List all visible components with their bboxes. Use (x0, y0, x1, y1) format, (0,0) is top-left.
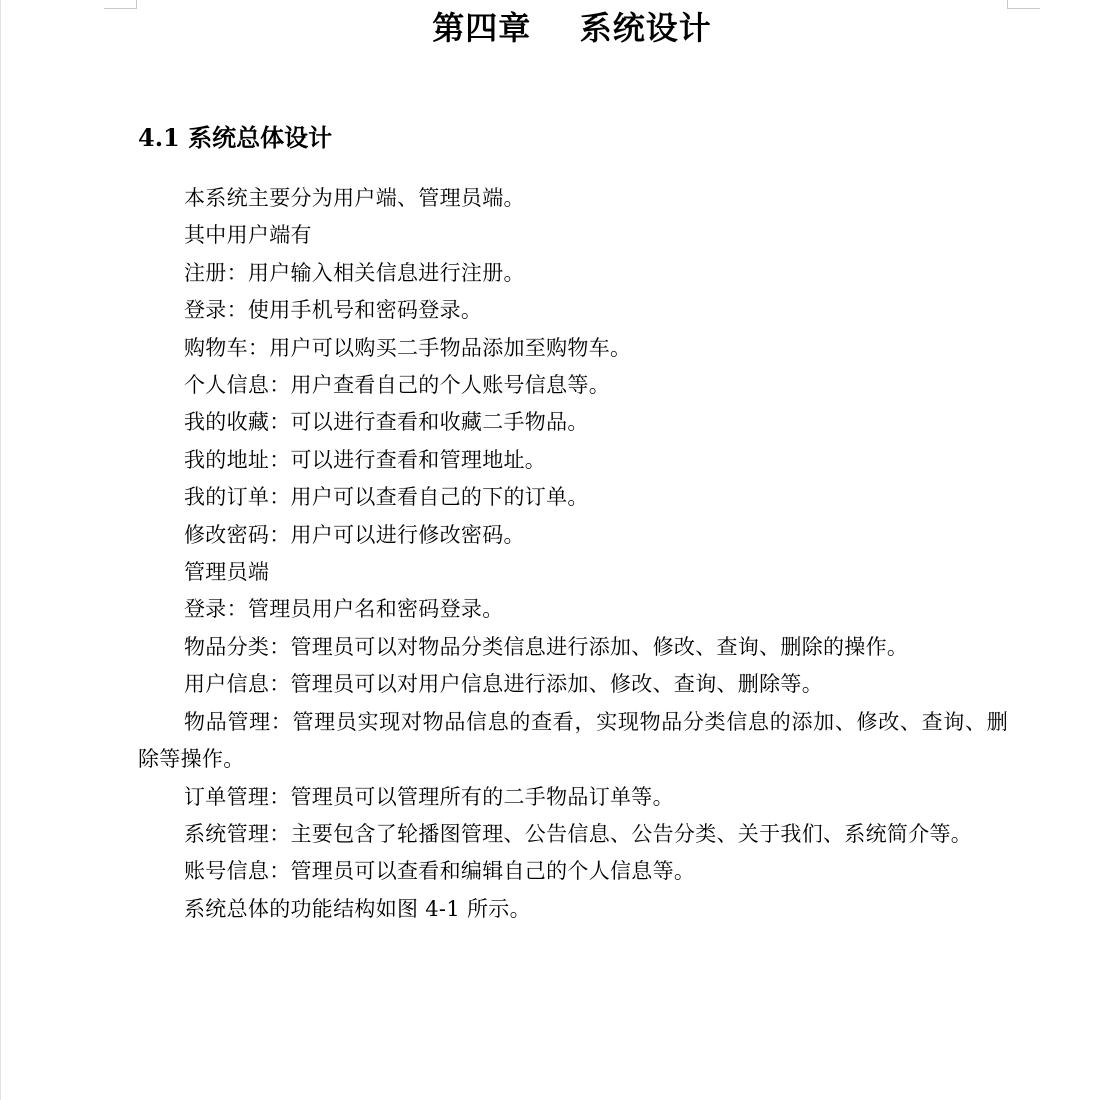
paragraph: 我的地址：可以进行查看和管理地址。 (184, 447, 547, 472)
section-title: 4.1 系统总体设计 (138, 123, 333, 152)
chapter-title: 第四章 系统设计 (432, 9, 712, 47)
paragraph: 物品管理：管理员实现对物品信息的查看，实现物品分类信息的添加、修改、查询、删除等操作。 (138, 709, 1008, 772)
body-text (138, 180, 1008, 928)
paragraph: 登录：管理员用户名和密码登录。 (184, 597, 504, 622)
paragraph: 登录：使用手机号和密码登录。 (184, 298, 483, 323)
paragraph: 管理员端 (184, 560, 270, 585)
paragraph: 其中用户端有 (184, 223, 312, 248)
paragraph: 本系统主要分为用户端、管理员端。 (184, 186, 525, 210)
paragraph: 个人信息：用户查看自己的个人账号信息等。 (184, 373, 610, 398)
paragraph: 系统总体的功能结构如图 4-1 所示。 (184, 896, 531, 921)
paragraph: 系统管理：主要包含了轮播图管理、公告信息、公告分类、关于我们、系统简介等。 (184, 821, 973, 846)
page-edge (0, 0, 1, 1100)
paragraph: 订单管理：管理员可以管理所有的二手物品订单等。 (184, 784, 674, 809)
paragraph: 我的收藏：可以进行查看和收藏二手物品。 (184, 410, 589, 435)
paragraph: 我的订单：用户可以查看自己的下的订单。 (184, 485, 589, 510)
paragraph: 用户信息：管理员可以对用户信息进行添加、修改、查询、删除等。 (184, 672, 823, 697)
paragraph: 账号信息：管理员可以查看和编辑自己的个人信息等。 (184, 859, 696, 884)
paragraph: 注册：用户输入相关信息进行注册。 (184, 260, 525, 285)
paragraph: 修改密码：用户可以进行修改密码。 (184, 522, 525, 547)
paragraph: 物品分类：管理员可以对物品分类信息进行添加、修改、查询、删除的操作。 (184, 634, 909, 659)
paragraph: 购物车：用户可以购买二手物品添加至购物车。 (184, 335, 632, 360)
